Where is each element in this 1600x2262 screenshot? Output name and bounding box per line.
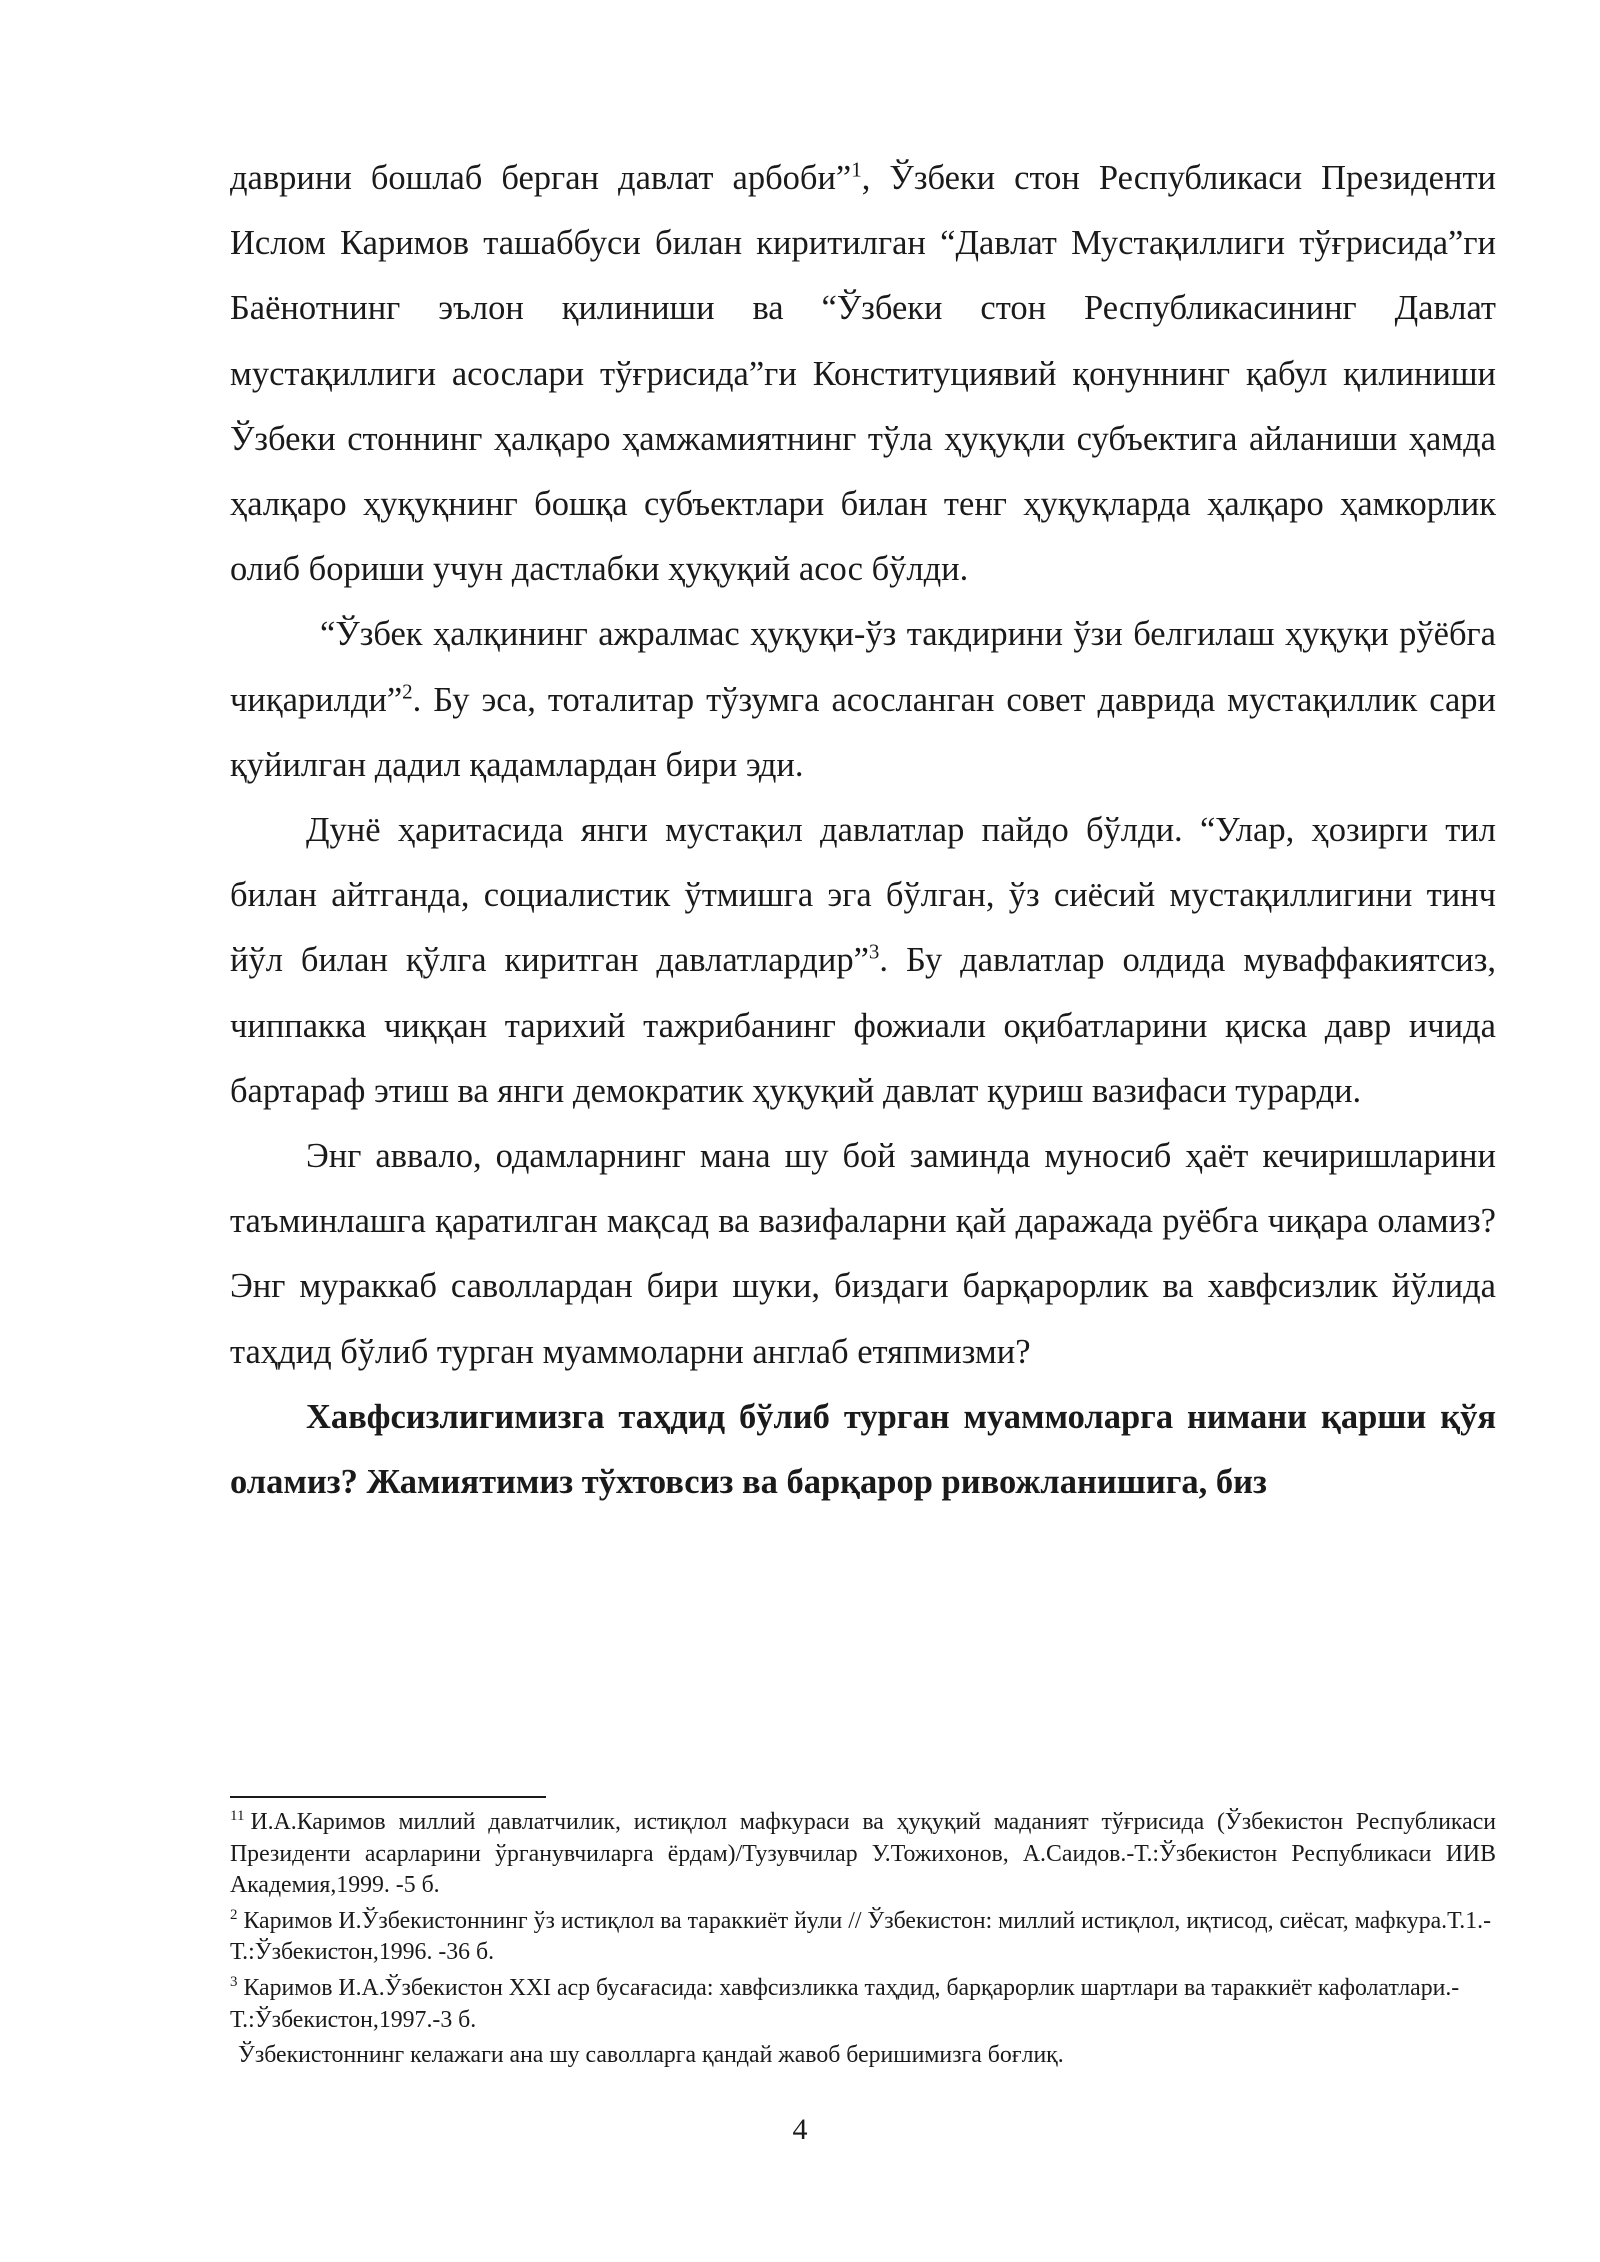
paragraph-1-text: даврини бошлаб берган давлат арбоби” xyxy=(230,159,852,197)
paragraph-3 xyxy=(230,798,1496,1124)
paragraph-2-text: “Ўзбек ҳалқининг ажралмас ҳуқуқи-ўз такдирини ўзи белгилаш ҳуқуқи рўёбга чиқарилди” xyxy=(230,615,1496,719)
footnote-1-mark: 11 xyxy=(230,1808,245,1825)
paragraph-3-text: Дунё ҳаритасида янги мустақил давлатлар пайдо бўлди. “Улар, ҳозирги тил билан айтганда, социалистик ўтмишга эга бўлган, ўз сиёсий мустақиллигини тинч йўл билан қўлга киритган давлатлардир” xyxy=(230,811,1496,980)
footnote-3 xyxy=(230,1973,1496,2036)
footnote-2-text: Каримов И.Ўзбекистоннинг ўз истиқлол ва тараккиёт йули // Ўзбекистон: миллий истиқлол, иқтисод, сиёсат, мафкура.Т.1.-Т.:Ўзбекистон,1996. -36 б. xyxy=(230,1907,1491,1966)
footnote-ref-1[interactable]: 1 xyxy=(851,157,862,182)
paragraph-4: Энг аввало, одамларнинг мана шу бой заминда муносиб ҳаёт кечиришларини таъминлашга қаратилган мақсад ва вазифаларни қай даражада руёбга чиқара оламиз? Энг мураккаб саволлардан бири шуки, биздаги барқарорлик ва хавфсизлик йўлида таҳдид бўлиб турган муаммоларни англаб етяпмизми? xyxy=(230,1137,1496,1371)
paragraph-3-tail: . Бу давлатлар олдида муваффакиятсиз, чиппакка чиққан тарихий тажрибанинг фожиали оқибатларини қиска давр ичида бартараф этиш ва янги демократик ҳуқуқий давлат қуриш вазифаси турарди. xyxy=(230,941,1496,1110)
footnote-1 xyxy=(230,1807,1496,1902)
paragraph-2 xyxy=(230,602,1496,798)
footnote-continuation: Ўзбекистоннинг келажаги ана шу саволларга қандай жавоб беришимизга боғлиқ. xyxy=(238,2042,1064,2069)
footnote-2-mark: 2 xyxy=(230,1906,238,1923)
footnote-2 xyxy=(230,1906,1496,1969)
footnote-ref-3[interactable]: 3 xyxy=(868,939,880,964)
paragraph-1 xyxy=(230,146,1496,602)
paragraph-2-tail: . Бу эса, тоталитар тўзумга асосланган совет даврида мустақиллик сари қуйилган дадил қадамлардан бири эди. xyxy=(230,680,1496,784)
footnote-ref-2[interactable]: 2 xyxy=(402,679,413,704)
footnote-3-mark: 3 xyxy=(230,1974,238,1991)
main-text xyxy=(230,146,1496,1515)
footnote-3-text: Каримов И.А.Ўзбекистон XXI аср бусағасида: хавфсизликка таҳдид, барқарорлик шартлари ва тараккиёт кафолатлари.-Т.:Ўзбекистон,1997.-3 б. xyxy=(230,1974,1460,2033)
footnote-1-text: И.А.Каримов миллий давлатчилик, истиқлол мафкураси ва ҳуқуқий маданият тўғрисида (Ўзбекистон Республикаси Президенти асарларини ўрганувчиларга ёрдам)/Тузувчилар У.Тожихонов, А.Саидов.-Т.:Ўзбекистон Республикаси ИИВ Академия,1999. -5 б. xyxy=(230,1809,1496,1899)
paragraph-5-heading: Хавфсизлигимизга таҳдид бўлиб турган муаммоларга нимани қарши қўя оламиз? Жамиятимиз тўхтовсиз ва барқарор ривожланишига, биз xyxy=(230,1397,1496,1502)
footnote-separator xyxy=(230,1796,546,1798)
page-number: 4 xyxy=(792,2113,808,2146)
footnotes xyxy=(230,1807,1496,2072)
paragraph-1-tail: , Ўзбеки стон Республикаси Президенти Ислом Каримов ташаббуси билан киритилган “Давлат Мустақиллиги тўғрисида”ги Баёнотнинг эълон қилиниши ва “Ўзбеки стон Республикасининг Давлат мустақиллиги асослари тўғрисида”ги Конституциявий қонуннинг қабул қилиниши Ўзбеки стоннинг ҳалқаро ҳамжамиятнинг тўла ҳуқуқли субъектига айланиши ҳамда ҳалқаро ҳуқуқнинг бошқа субъектлари билан тенг ҳуқуқларда ҳалқаро ҳамкорлик олиб бориши учун дастлабки ҳуқуқий асос бўлди. xyxy=(230,159,1496,589)
